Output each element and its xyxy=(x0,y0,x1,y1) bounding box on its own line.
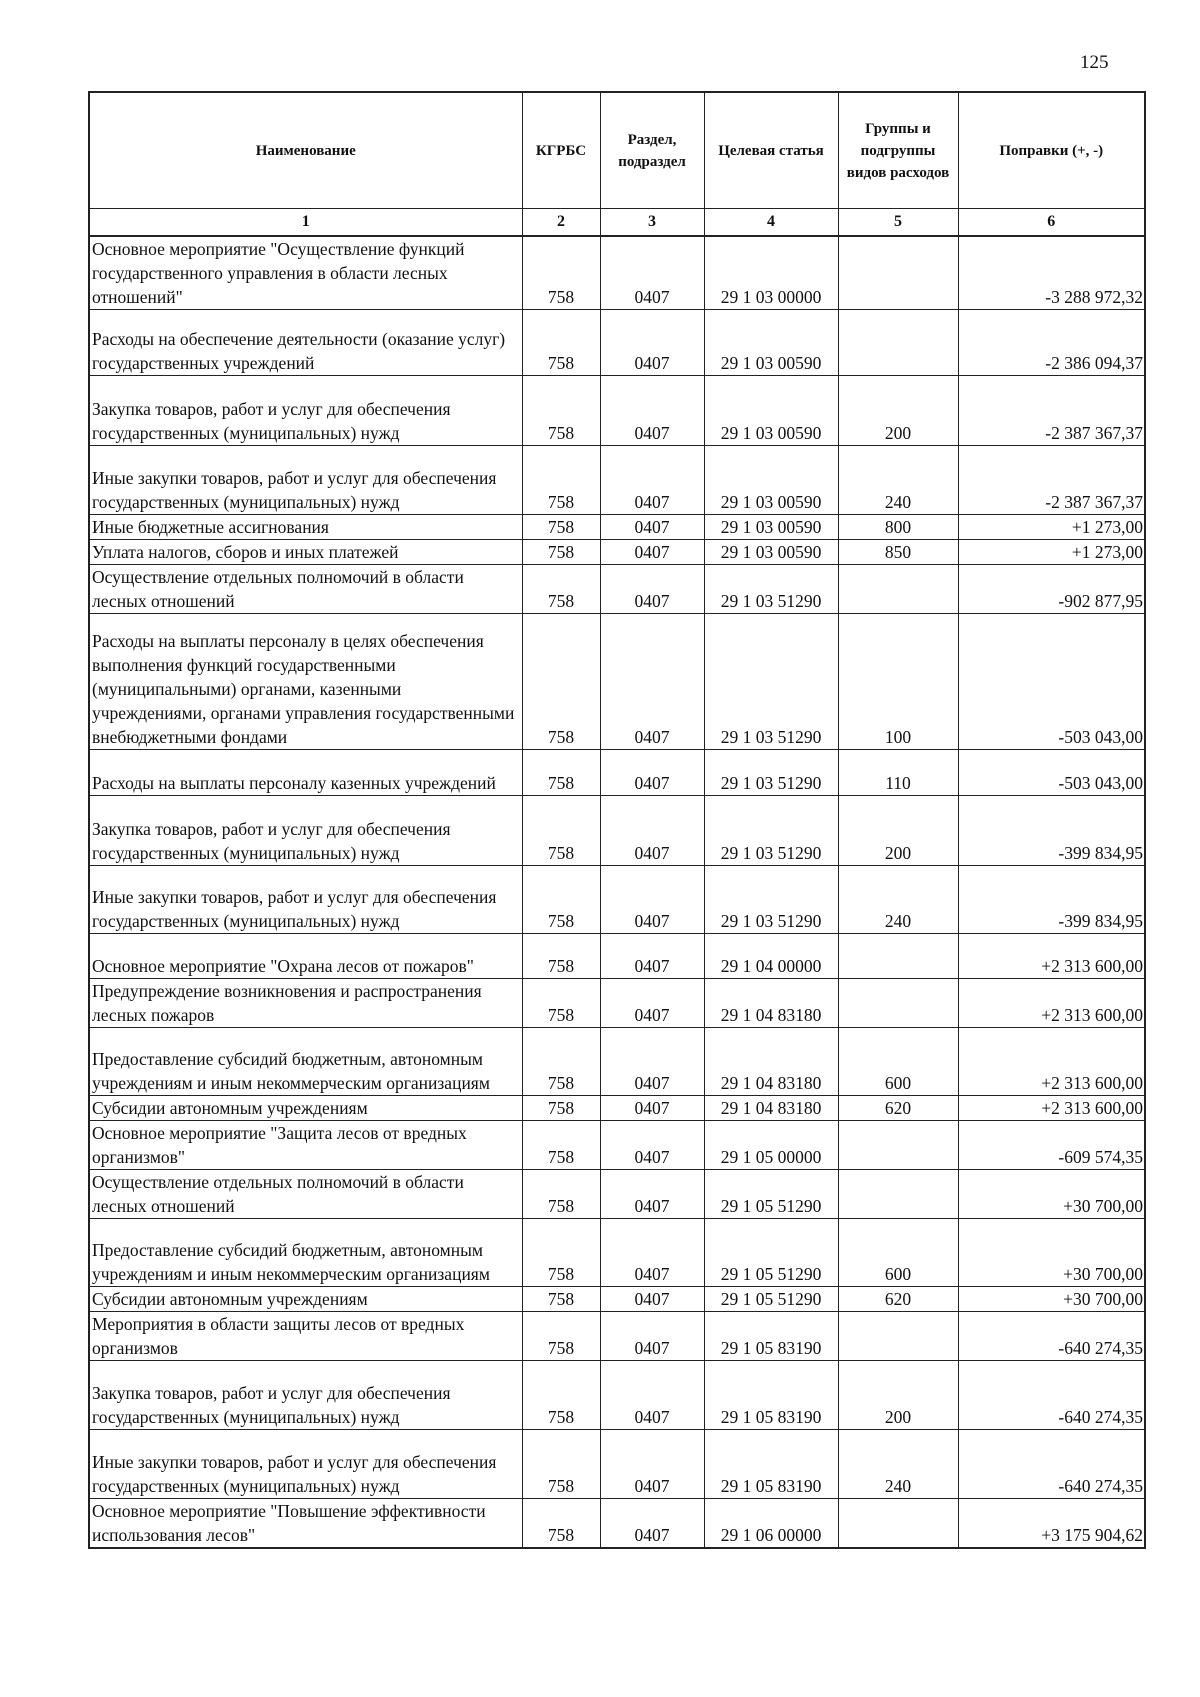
table-row xyxy=(89,236,1145,310)
cell-name: Закупка товаров, работ и услуг для обеспечения государственных (муниципальных) нужд xyxy=(89,376,522,446)
cell-name: Предупреждение возникновения и распространения лесных пожаров xyxy=(89,979,522,1028)
cell-amount: +2 313 600,00 xyxy=(958,934,1145,979)
cell-amount: -399 834,95 xyxy=(958,866,1145,934)
column-number: 1 xyxy=(89,209,522,237)
table-row xyxy=(89,1170,1145,1219)
cell-name: Закупка товаров, работ и услуг для обеспечения государственных (муниципальных) нужд xyxy=(89,796,522,866)
cell-group xyxy=(838,1312,958,1361)
cell-section: 0407 xyxy=(600,310,704,376)
cell-target: 29 1 03 00590 xyxy=(704,540,838,565)
cell-section: 0407 xyxy=(600,796,704,866)
column-number-row xyxy=(89,209,1145,237)
cell-name: Иные закупки товаров, работ и услуг для обеспечения государственных (муниципальных) нужд xyxy=(89,446,522,515)
cell-amount: +2 313 600,00 xyxy=(958,979,1145,1028)
cell-group xyxy=(838,979,958,1028)
cell-group xyxy=(838,565,958,614)
cell-section: 0407 xyxy=(600,934,704,979)
header-group: Группы и подгруппы видов расходов xyxy=(838,92,958,209)
table-row xyxy=(89,614,1145,750)
cell-name: Основное мероприятие "Охрана лесов от пожаров" xyxy=(89,934,522,979)
cell-kgrbs: 758 xyxy=(522,1028,600,1096)
cell-target: 29 1 05 00000 xyxy=(704,1121,838,1170)
table-row xyxy=(89,515,1145,540)
cell-kgrbs: 758 xyxy=(522,376,600,446)
cell-section: 0407 xyxy=(600,1361,704,1430)
table-row xyxy=(89,1287,1145,1312)
table-row xyxy=(89,446,1145,515)
cell-target: 29 1 03 00590 xyxy=(704,376,838,446)
cell-group: 240 xyxy=(838,446,958,515)
cell-target: 29 1 06 00000 xyxy=(704,1499,838,1549)
cell-kgrbs: 758 xyxy=(522,1096,600,1121)
cell-section: 0407 xyxy=(600,1219,704,1287)
cell-target: 29 1 05 51290 xyxy=(704,1219,838,1287)
cell-section: 0407 xyxy=(600,1287,704,1312)
cell-section: 0407 xyxy=(600,1312,704,1361)
cell-amount: -640 274,35 xyxy=(958,1312,1145,1361)
cell-group xyxy=(838,1499,958,1549)
cell-kgrbs: 758 xyxy=(522,1430,600,1499)
cell-amount: +1 273,00 xyxy=(958,515,1145,540)
table-row xyxy=(89,376,1145,446)
cell-name: Иные бюджетные ассигнования xyxy=(89,515,522,540)
cell-kgrbs: 758 xyxy=(522,750,600,796)
cell-group: 800 xyxy=(838,515,958,540)
table-row xyxy=(89,1361,1145,1430)
cell-amount: -3 288 972,32 xyxy=(958,236,1145,310)
cell-section: 0407 xyxy=(600,1499,704,1549)
cell-target: 29 1 03 51290 xyxy=(704,866,838,934)
cell-amount: -399 834,95 xyxy=(958,796,1145,866)
cell-amount: -2 386 094,37 xyxy=(958,310,1145,376)
cell-target: 29 1 03 00000 xyxy=(704,236,838,310)
cell-kgrbs: 758 xyxy=(522,866,600,934)
cell-target: 29 1 03 00590 xyxy=(704,515,838,540)
cell-target: 29 1 05 83190 xyxy=(704,1312,838,1361)
cell-target: 29 1 04 83180 xyxy=(704,1096,838,1121)
cell-kgrbs: 758 xyxy=(522,1219,600,1287)
cell-amount: +2 313 600,00 xyxy=(958,1028,1145,1096)
cell-section: 0407 xyxy=(600,1028,704,1096)
cell-group: 600 xyxy=(838,1219,958,1287)
cell-section: 0407 xyxy=(600,1121,704,1170)
cell-target: 29 1 03 51290 xyxy=(704,565,838,614)
table-row xyxy=(89,310,1145,376)
cell-group: 620 xyxy=(838,1096,958,1121)
table-row xyxy=(89,540,1145,565)
cell-kgrbs: 758 xyxy=(522,614,600,750)
cell-target: 29 1 03 00590 xyxy=(704,310,838,376)
page-number: 125 xyxy=(1080,52,1109,73)
column-number: 3 xyxy=(600,209,704,237)
cell-group xyxy=(838,934,958,979)
cell-kgrbs: 758 xyxy=(522,1170,600,1219)
cell-kgrbs: 758 xyxy=(522,934,600,979)
cell-kgrbs: 758 xyxy=(522,446,600,515)
header-section: Раздел, подраздел xyxy=(600,92,704,209)
cell-section: 0407 xyxy=(600,979,704,1028)
cell-target: 29 1 04 83180 xyxy=(704,979,838,1028)
cell-kgrbs: 758 xyxy=(522,979,600,1028)
cell-group: 110 xyxy=(838,750,958,796)
cell-name: Субсидии автономным учреждениям xyxy=(89,1096,522,1121)
cell-group: 200 xyxy=(838,796,958,866)
cell-kgrbs: 758 xyxy=(522,1287,600,1312)
cell-target: 29 1 03 51290 xyxy=(704,796,838,866)
cell-group: 620 xyxy=(838,1287,958,1312)
cell-name: Иные закупки товаров, работ и услуг для обеспечения государственных (муниципальных) нужд xyxy=(89,866,522,934)
cell-name: Расходы на обеспечение деятельности (оказание услуг) государственных учреждений xyxy=(89,310,522,376)
cell-kgrbs: 758 xyxy=(522,1361,600,1430)
cell-amount: +3 175 904,62 xyxy=(958,1499,1145,1549)
table-row xyxy=(89,979,1145,1028)
table-row xyxy=(89,1028,1145,1096)
header-name: Наименование xyxy=(89,92,522,209)
column-number: 4 xyxy=(704,209,838,237)
cell-name: Основное мероприятие "Осуществление функций государственного управления в области лесных отношений" xyxy=(89,236,522,310)
cell-section: 0407 xyxy=(600,565,704,614)
cell-group: 200 xyxy=(838,1361,958,1430)
table-row xyxy=(89,1219,1145,1287)
cell-kgrbs: 758 xyxy=(522,515,600,540)
cell-kgrbs: 758 xyxy=(522,540,600,565)
cell-amount: +30 700,00 xyxy=(958,1170,1145,1219)
cell-amount: +2 313 600,00 xyxy=(958,1096,1145,1121)
cell-name: Иные закупки товаров, работ и услуг для обеспечения государственных (муниципальных) нужд xyxy=(89,1430,522,1499)
cell-group xyxy=(838,1121,958,1170)
cell-kgrbs: 758 xyxy=(522,236,600,310)
cell-name: Основное мероприятие "Повышение эффективности использования лесов" xyxy=(89,1499,522,1549)
table-row xyxy=(89,1430,1145,1499)
cell-name: Осуществление отдельных полномочий в области лесных отношений xyxy=(89,565,522,614)
table-row xyxy=(89,866,1145,934)
header-kgrbs: КГРБС xyxy=(522,92,600,209)
cell-name: Закупка товаров, работ и услуг для обеспечения государственных (муниципальных) нужд xyxy=(89,1361,522,1430)
header-row xyxy=(89,92,1145,209)
cell-group: 600 xyxy=(838,1028,958,1096)
cell-name: Расходы на выплаты персоналу казенных учреждений xyxy=(89,750,522,796)
table-row xyxy=(89,1499,1145,1549)
cell-target: 29 1 05 83190 xyxy=(704,1361,838,1430)
cell-group: 850 xyxy=(838,540,958,565)
cell-section: 0407 xyxy=(600,446,704,515)
column-number: 5 xyxy=(838,209,958,237)
cell-group: 240 xyxy=(838,866,958,934)
cell-name: Предоставление субсидий бюджетным, автономным учреждениям и иным некоммерческим организациям xyxy=(89,1219,522,1287)
cell-name: Мероприятия в области защиты лесов от вредных организмов xyxy=(89,1312,522,1361)
table-row xyxy=(89,934,1145,979)
cell-name: Субсидии автономным учреждениям xyxy=(89,1287,522,1312)
cell-name: Расходы на выплаты персоналу в целях обеспечения выполнения функций государственными (муниципальными) органами, казенными учреждениями, органами управления государственными внебюджетными фондами xyxy=(89,614,522,750)
cell-amount: +30 700,00 xyxy=(958,1287,1145,1312)
cell-amount: -640 274,35 xyxy=(958,1430,1145,1499)
cell-kgrbs: 758 xyxy=(522,1499,600,1549)
cell-group: 240 xyxy=(838,1430,958,1499)
cell-amount: +1 273,00 xyxy=(958,540,1145,565)
cell-group xyxy=(838,1170,958,1219)
table-row xyxy=(89,1312,1145,1361)
cell-amount: -609 574,35 xyxy=(958,1121,1145,1170)
cell-kgrbs: 758 xyxy=(522,310,600,376)
cell-section: 0407 xyxy=(600,1430,704,1499)
cell-target: 29 1 05 51290 xyxy=(704,1170,838,1219)
cell-name: Основное мероприятие "Защита лесов от вредных организмов" xyxy=(89,1121,522,1170)
cell-kgrbs: 758 xyxy=(522,1312,600,1361)
cell-group: 200 xyxy=(838,376,958,446)
cell-kgrbs: 758 xyxy=(522,1121,600,1170)
table-row xyxy=(89,750,1145,796)
cell-amount: -902 877,95 xyxy=(958,565,1145,614)
cell-group: 100 xyxy=(838,614,958,750)
cell-target: 29 1 05 83190 xyxy=(704,1430,838,1499)
cell-kgrbs: 758 xyxy=(522,796,600,866)
cell-group xyxy=(838,236,958,310)
column-number: 2 xyxy=(522,209,600,237)
header-target: Целевая статья xyxy=(704,92,838,209)
cell-section: 0407 xyxy=(600,540,704,565)
cell-section: 0407 xyxy=(600,750,704,796)
cell-amount: -503 043,00 xyxy=(958,614,1145,750)
cell-section: 0407 xyxy=(600,614,704,750)
cell-name: Осуществление отдельных полномочий в области лесных отношений xyxy=(89,1170,522,1219)
column-number: 6 xyxy=(958,209,1145,237)
cell-section: 0407 xyxy=(600,1170,704,1219)
table-row xyxy=(89,796,1145,866)
cell-target: 29 1 03 00590 xyxy=(704,446,838,515)
cell-section: 0407 xyxy=(600,866,704,934)
cell-section: 0407 xyxy=(600,515,704,540)
cell-section: 0407 xyxy=(600,1096,704,1121)
header-amount: Поправки (+, -) xyxy=(958,92,1145,209)
budget-table xyxy=(88,91,1146,1549)
cell-group xyxy=(838,310,958,376)
cell-name: Уплата налогов, сборов и иных платежей xyxy=(89,540,522,565)
cell-target: 29 1 04 00000 xyxy=(704,934,838,979)
cell-section: 0407 xyxy=(600,236,704,310)
cell-amount: +30 700,00 xyxy=(958,1219,1145,1287)
cell-target: 29 1 03 51290 xyxy=(704,750,838,796)
cell-target: 29 1 05 51290 xyxy=(704,1287,838,1312)
cell-amount: -2 387 367,37 xyxy=(958,446,1145,515)
cell-section: 0407 xyxy=(600,376,704,446)
cell-target: 29 1 04 83180 xyxy=(704,1028,838,1096)
table-row xyxy=(89,1096,1145,1121)
cell-kgrbs: 758 xyxy=(522,565,600,614)
table-body xyxy=(89,236,1145,1548)
cell-name: Предоставление субсидий бюджетным, автономным учреждениям и иным некоммерческим организациям xyxy=(89,1028,522,1096)
table-row xyxy=(89,565,1145,614)
cell-amount: -503 043,00 xyxy=(958,750,1145,796)
table-row xyxy=(89,1121,1145,1170)
cell-amount: -640 274,35 xyxy=(958,1361,1145,1430)
cell-target: 29 1 03 51290 xyxy=(704,614,838,750)
cell-amount: -2 387 367,37 xyxy=(958,376,1145,446)
